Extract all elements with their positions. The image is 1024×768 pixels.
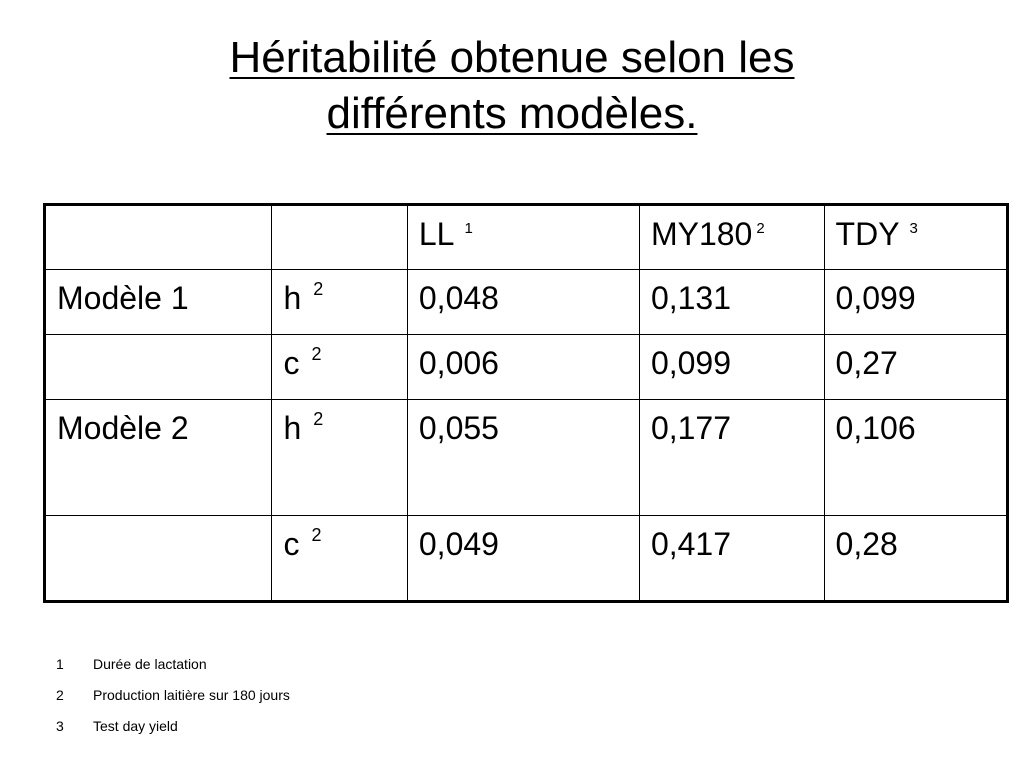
footnote-marker: 1 [464,220,473,237]
model-cell: Modèle 2 [45,400,272,516]
value-cell-my180: 0,131 [639,270,824,335]
header-cell-empty-2 [272,205,407,270]
footnote-text: Durée de lactation [93,656,207,672]
value-cell-my180: 0,177 [639,400,824,516]
header-cell-ll [407,205,639,270]
header-cell-my180 [639,205,824,270]
value-cell-ll: 0,055 [407,400,639,516]
value-cell-tdy: 0,27 [824,335,1007,400]
header-label: TDY [835,216,900,252]
slide-title-line-2: différents modèles. [326,89,698,138]
slide-title-line-1: Héritabilité obtenue selon les [229,33,795,82]
table-row [45,335,1008,400]
footnote-text: Test day yield [93,718,178,734]
footnote-text: Production laitière sur 180 jours [93,687,290,703]
model-cell [45,516,272,602]
footnote-item [56,711,290,742]
param-cell: c $^2$ [272,335,407,400]
footnote-number: 1 [56,656,64,672]
value-cell-my180: 0,099 [639,335,824,400]
heritability-table [43,203,1009,603]
footnote-item [56,680,290,711]
header-cell-empty-1 [45,205,272,270]
table-row [45,516,1008,602]
value-cell-my180: 0,417 [639,516,824,602]
param-cell: h $^2$ [272,400,407,516]
footnotes [56,649,290,742]
value-cell-ll: 0,006 [407,335,639,400]
footnote-marker: 3 [909,220,918,237]
slide-title [0,30,1024,142]
param-cell: c $^2$ [272,516,407,602]
param-cell: h $^2$ [272,270,407,335]
value-cell-tdy: 0,099 [824,270,1007,335]
footnote-number: 2 [56,687,64,703]
value-cell-ll: 0,049 [407,516,639,602]
table-row [45,400,1008,516]
footnote-number: 3 [56,718,64,734]
footnote-marker: 2 [756,220,765,237]
table-row [45,270,1008,335]
value-cell-tdy: 0,28 [824,516,1007,602]
footnote-item [56,649,290,680]
value-cell-tdy: 0,106 [824,400,1007,516]
header-label: LL [418,216,455,252]
header-label: MY180 [650,216,753,252]
header-cell-tdy [824,205,1007,270]
table-header-row [45,205,1008,270]
model-cell [45,335,272,400]
value-cell-ll: 0,048 [407,270,639,335]
model-cell: Modèle 1 [45,270,272,335]
